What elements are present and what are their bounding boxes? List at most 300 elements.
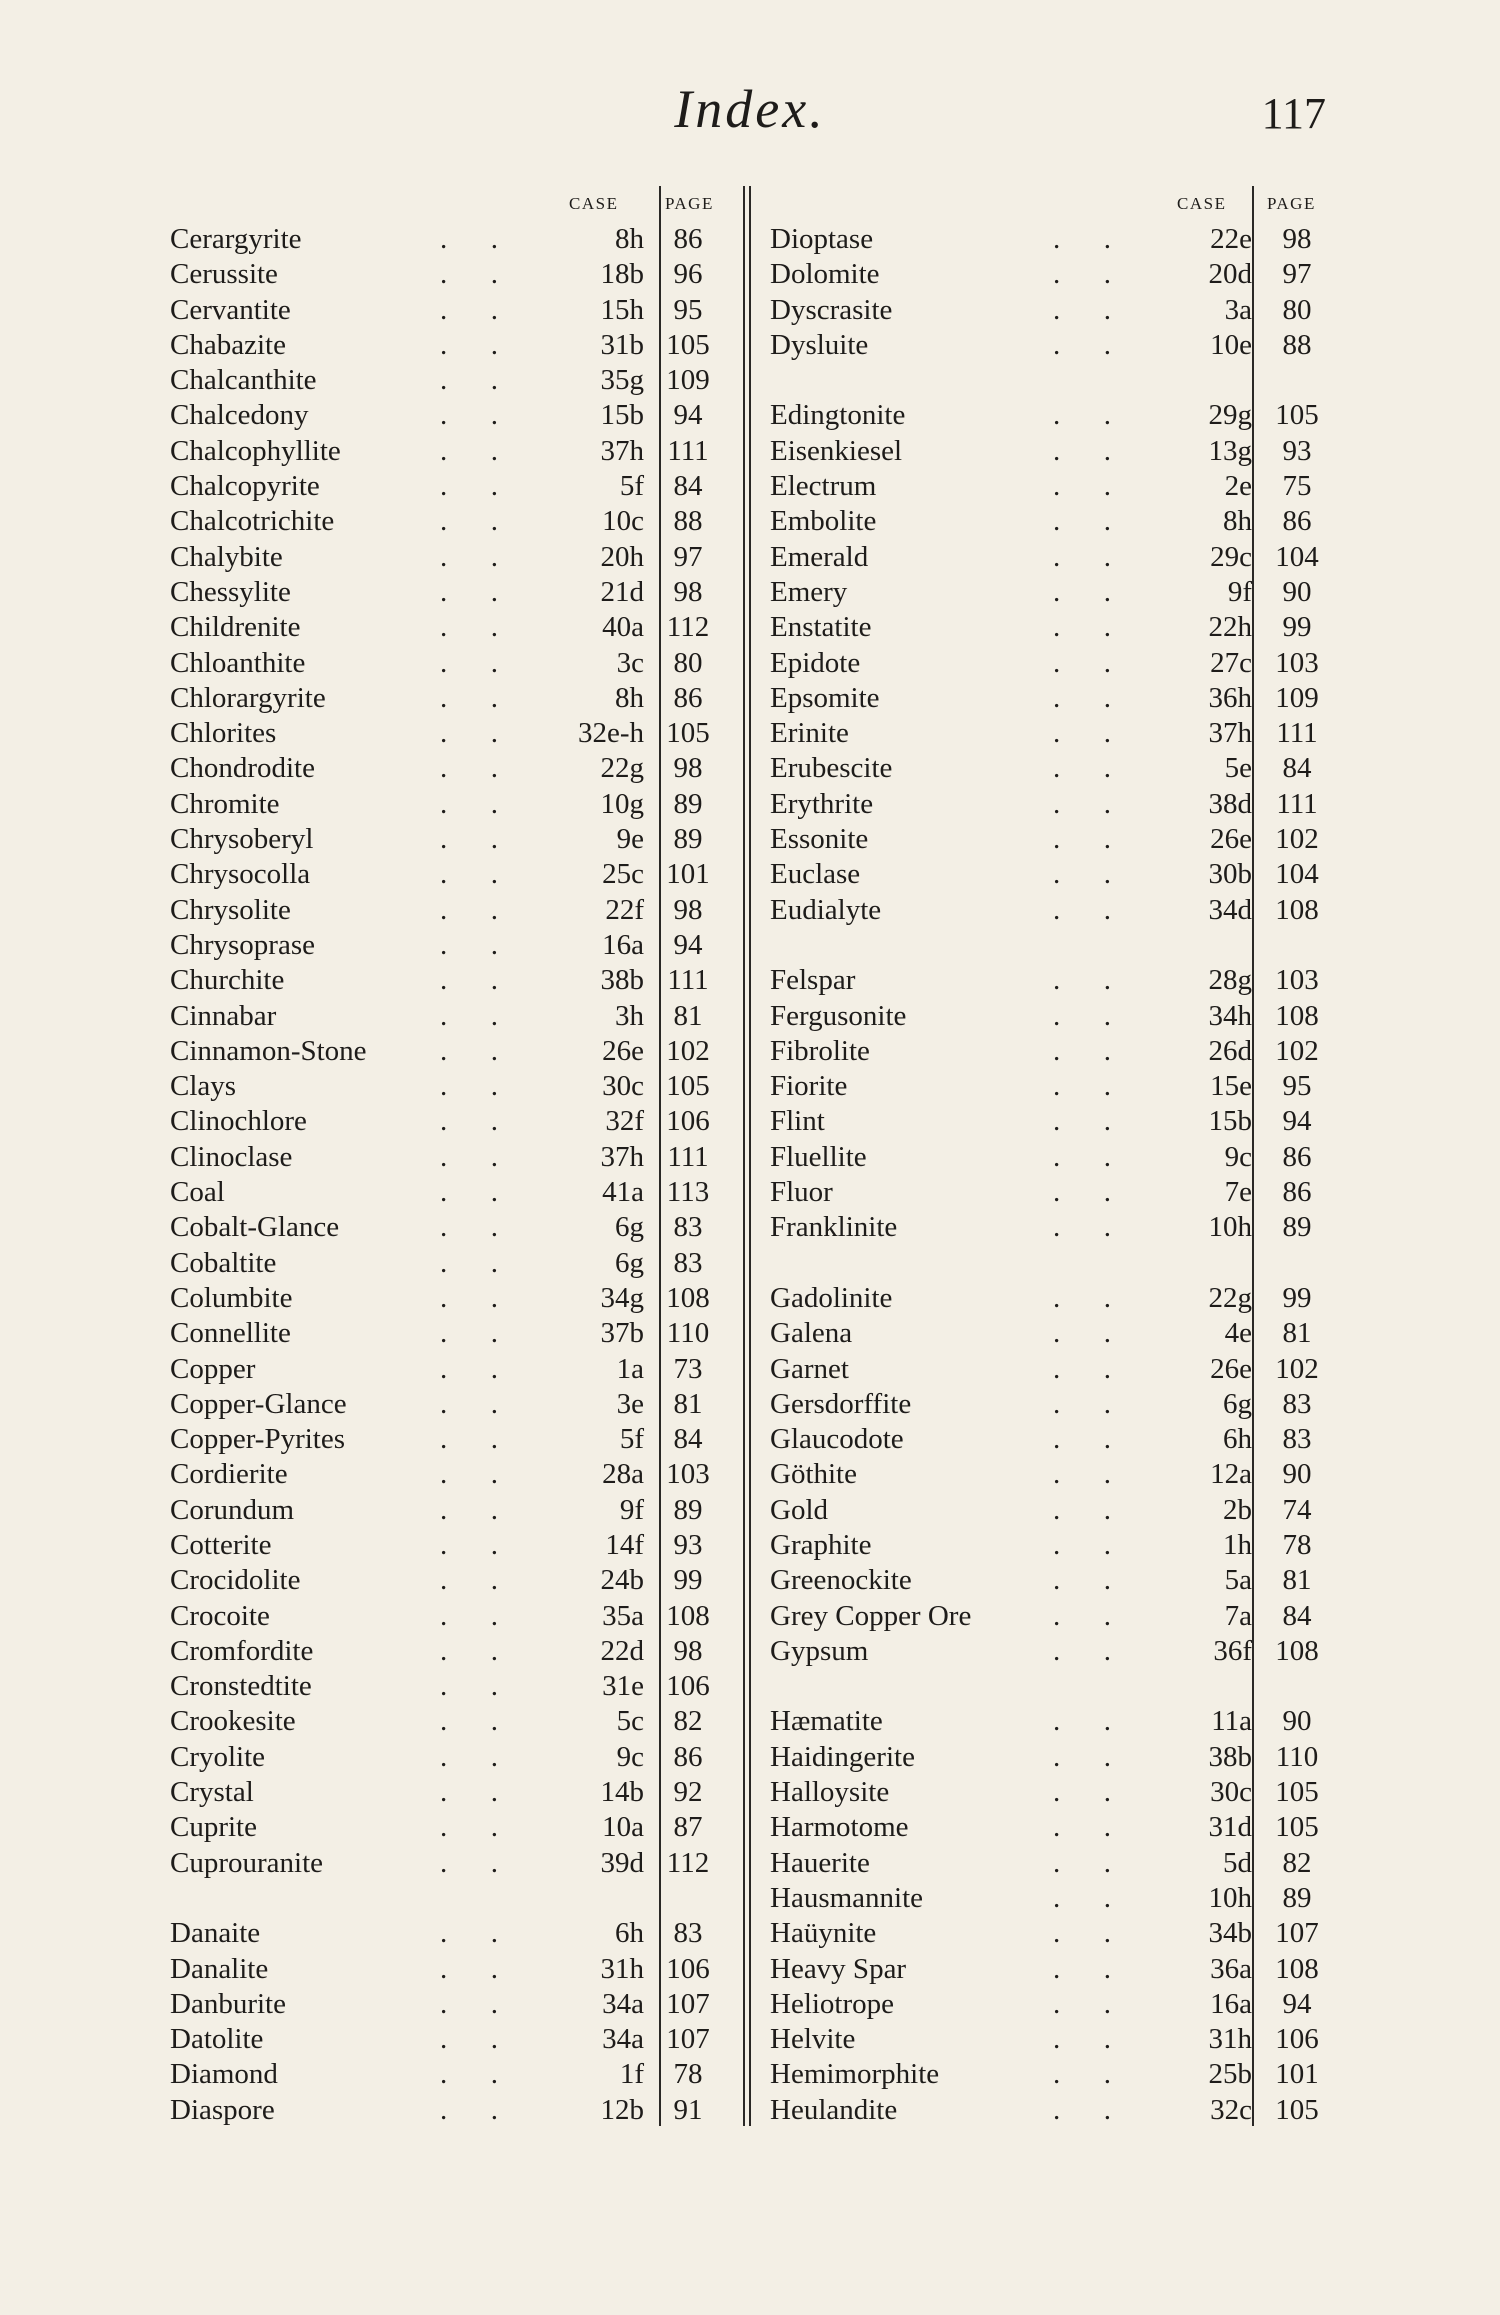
entry-page: 74 [1282, 1493, 1312, 1526]
entry-name: Hemimorphite [770, 2058, 940, 2091]
leader-dots: . . [1053, 399, 1111, 432]
leader-dots: . . [1053, 470, 1111, 503]
entry-page: 93 [673, 1528, 703, 1561]
entry-page: 94 [673, 399, 703, 432]
leader-dots: . . [1053, 1423, 1111, 1456]
leader-dots: . . [440, 999, 498, 1032]
entry-case: 6g [615, 1246, 644, 1279]
entry-page: 81 [673, 999, 703, 1032]
entry-case: 3e [616, 1387, 644, 1420]
entry-page: 103 [1275, 964, 1319, 997]
entry-page: 98 [673, 752, 703, 785]
leader-dots: . . [1053, 964, 1111, 997]
entry-case: 35g [600, 364, 644, 397]
entry-case: 6g [1223, 1387, 1252, 1420]
entry-case: 7a [1224, 1599, 1252, 1632]
entry-page: 94 [673, 928, 703, 961]
entry-page: 78 [1282, 1528, 1312, 1561]
entry-name: Chlorites [170, 717, 277, 750]
leader-dots: . . [440, 1564, 498, 1597]
entry-name: Fluor [770, 1176, 833, 1209]
column-rule [743, 186, 745, 2126]
entry-name: Euclase [770, 858, 861, 891]
entry-name: Chrysocolla [170, 858, 311, 891]
leader-dots: . . [1053, 1776, 1111, 1809]
entry-page: 84 [673, 1423, 703, 1456]
entry-name: Fibrolite [770, 1034, 870, 1067]
entry-name: Helvite [770, 2023, 856, 2056]
entry-page: 95 [673, 293, 703, 326]
entry-case: 3a [1224, 293, 1252, 326]
entry-name: Fluellite [770, 1140, 867, 1173]
leader-dots: . . [440, 293, 498, 326]
leader-dots: . . [440, 434, 498, 467]
entry-page: 86 [1282, 1140, 1312, 1173]
leader-dots: . . [1053, 1564, 1111, 1597]
entry-case: 20h [600, 540, 644, 573]
leader-dots: . . [440, 223, 498, 255]
page-number: 117 [1261, 89, 1326, 138]
entry-name: Childrenite [170, 611, 301, 644]
entry-page: 109 [1275, 681, 1319, 714]
entry-page: 106 [666, 1670, 710, 1703]
entry-case: 38b [1208, 1740, 1252, 1773]
leader-dots: . . [1053, 1352, 1111, 1385]
leader-dots: . . [1053, 1105, 1111, 1138]
entry-case: 34a [602, 2023, 644, 2056]
entry-name: Columbite [170, 1281, 293, 1314]
entry-case: 5f [619, 470, 644, 503]
leader-dots: . . [1053, 1140, 1111, 1173]
entry-case: 7e [1224, 1176, 1252, 1209]
leader-dots: . . [440, 787, 498, 820]
entry-page: 111 [1276, 787, 1318, 820]
entry-page: 86 [1282, 1176, 1312, 1209]
entry-case: 34d [1208, 893, 1252, 926]
entry-page: 94 [1282, 1987, 1312, 2020]
entry-page: 108 [1275, 893, 1319, 926]
entry-name: Halloysite [770, 1776, 890, 1809]
leader-dots: . . [440, 1105, 498, 1138]
entry-name: Gypsum [770, 1634, 869, 1667]
entry-case: 16a [1210, 1987, 1252, 2020]
entry-page: 90 [1282, 1458, 1312, 1491]
entry-name: Graphite [770, 1528, 872, 1561]
leader-dots: . . [440, 1670, 498, 1703]
entry-case: 37h [600, 1140, 644, 1173]
entry-page: 104 [1275, 540, 1319, 573]
entry-case: 4e [1224, 1317, 1252, 1350]
entry-name: Embolite [770, 505, 877, 538]
leader-dots: . . [440, 823, 498, 856]
entry-case: 9f [619, 1493, 644, 1526]
leader-dots: . . [1053, 1458, 1111, 1491]
entry-name: Heavy Spar [770, 1952, 907, 1985]
leader-dots: . . [440, 470, 498, 503]
entry-page: 112 [666, 1846, 710, 1879]
entry-page: 108 [1275, 1952, 1319, 1985]
entry-case: 22h [1208, 611, 1252, 644]
entry-case: 6h [1223, 1423, 1252, 1456]
leader-dots: . . [440, 1846, 498, 1879]
leader-dots: . . [440, 2093, 498, 2126]
entry-name: Epidote [770, 646, 861, 679]
entry-name: Chrysoprase [170, 928, 315, 961]
entry-page: 110 [1275, 1740, 1319, 1773]
entry-page: 111 [667, 434, 709, 467]
leader-dots: . . [1053, 893, 1111, 926]
entry-page: 105 [666, 1070, 710, 1103]
entry-case: 14f [605, 1528, 644, 1561]
entry-page: 98 [673, 575, 703, 608]
entry-name: Danalite [170, 1952, 269, 1985]
entry-name: Erubescite [770, 752, 893, 785]
entry-name: Danaite [170, 1917, 261, 1950]
entry-name: Essonite [770, 823, 869, 856]
entry-page: 84 [1282, 1599, 1312, 1632]
entry-case: 25c [602, 858, 644, 891]
entry-name: Cryolite [170, 1740, 266, 1773]
entry-name: Cerussite [170, 258, 278, 291]
entry-name: Göthite [770, 1458, 857, 1491]
entry-case: 1h [1223, 1528, 1252, 1561]
page-header: PAGE [665, 194, 714, 213]
entry-case: 5a [1224, 1564, 1252, 1597]
entry-page: 89 [673, 823, 703, 856]
entry-name: Dyscrasite [770, 293, 893, 326]
entry-name: Flint [770, 1105, 825, 1138]
entry-case: 26d [1208, 1034, 1252, 1067]
entry-name: Churchite [170, 964, 285, 997]
leader-dots: . . [1053, 328, 1111, 361]
entry-name: Eisenkiesel [770, 434, 903, 467]
entry-name: Chlorargyrite [170, 681, 326, 714]
leader-dots: . . [1053, 434, 1111, 467]
entry-case: 15b [600, 399, 644, 432]
entry-page: 83 [673, 1246, 703, 1279]
entry-case: 24b [600, 1564, 644, 1597]
entry-page: 108 [666, 1281, 710, 1314]
column-divider [749, 186, 751, 2126]
leader-dots: . . [440, 1952, 498, 1985]
entry-name: Gadolinite [770, 1281, 893, 1314]
entry-name: Cordierite [170, 1458, 288, 1491]
leader-dots: . . [1053, 575, 1111, 608]
case-header: CASE [1177, 194, 1227, 213]
entry-name: Chondrodite [170, 752, 315, 785]
entry-name: Fiorite [770, 1070, 848, 1103]
entry-case: 39d [600, 1846, 644, 1879]
entry-case: 10c [602, 505, 644, 538]
entry-case: 37h [600, 434, 644, 467]
entry-case: 31e [602, 1670, 644, 1703]
leader-dots: . . [440, 858, 498, 891]
entry-page: 102 [1275, 823, 1319, 856]
entry-name: Corundum [170, 1493, 295, 1526]
entry-case: 32e-h [577, 717, 644, 750]
entry-name: Cobalt-Glance [170, 1211, 340, 1244]
entry-page: 98 [1282, 223, 1312, 255]
entry-name: Haüynite [770, 1917, 877, 1950]
leader-dots: . . [1053, 787, 1111, 820]
entry-page: 111 [667, 964, 709, 997]
entry-case: 2b [1223, 1493, 1252, 1526]
entry-case: 30c [1210, 1776, 1252, 1809]
entry-name: Epsomite [770, 681, 880, 714]
entry-page: 89 [1282, 1881, 1312, 1914]
leader-dots: . . [440, 717, 498, 750]
leader-dots: . . [1053, 1740, 1111, 1773]
entry-page: 99 [1282, 1281, 1312, 1314]
entry-case: 9e [616, 823, 644, 856]
entry-name: Franklinite [770, 1211, 898, 1244]
entry-page: 101 [666, 858, 710, 891]
leader-dots: . . [1053, 293, 1111, 326]
entry-page: 78 [673, 2058, 703, 2091]
entry-page: 102 [1275, 1034, 1319, 1067]
entry-page: 87 [673, 1811, 703, 1844]
entry-page: 89 [673, 1493, 703, 1526]
leader-dots: . . [1053, 1034, 1111, 1067]
entry-name: Chrysoberyl [170, 823, 314, 856]
entry-name: Enstatite [770, 611, 872, 644]
entry-page: 91 [673, 2093, 703, 2126]
entry-name: Hauerite [770, 1846, 870, 1879]
entry-name: Emerald [770, 540, 869, 573]
entry-page: 84 [673, 470, 703, 503]
entry-name: Cervantite [170, 293, 291, 326]
entry-page: 97 [673, 540, 703, 573]
entry-name: Fergusonite [770, 999, 907, 1032]
entry-name: Chessylite [170, 575, 291, 608]
entry-page: 103 [666, 1458, 710, 1491]
leader-dots: . . [1053, 858, 1111, 891]
entry-page: 97 [1282, 258, 1312, 291]
entry-case: 14b [600, 1776, 644, 1809]
entry-case: 9f [1227, 575, 1252, 608]
entry-case: 31h [1208, 2023, 1252, 2056]
entry-name: Chalybite [170, 540, 283, 573]
entry-page: 95 [1282, 1070, 1312, 1103]
entry-case: 10h [1208, 1881, 1252, 1914]
entry-case: 18b [600, 258, 644, 291]
leader-dots: . . [440, 893, 498, 926]
leader-dots: . . [440, 1211, 498, 1244]
entry-page: 101 [1275, 2058, 1319, 2091]
leader-dots: . . [440, 1776, 498, 1809]
entry-page: 73 [673, 1352, 703, 1385]
leader-dots: . . [440, 1281, 498, 1314]
entry-page: 102 [1275, 1352, 1319, 1385]
leader-dots: . . [1053, 258, 1111, 291]
entry-name: Emery [770, 575, 848, 608]
entry-page: 94 [1282, 1105, 1312, 1138]
leader-dots: . . [1053, 1599, 1111, 1632]
leader-dots: . . [440, 1740, 498, 1773]
leader-dots: . . [1053, 1493, 1111, 1526]
entry-name: Chromite [170, 787, 280, 820]
entry-name: Chalcopyrite [170, 470, 320, 503]
entry-case: 5d [1223, 1846, 1252, 1879]
entry-page: 81 [673, 1387, 703, 1420]
entry-case: 26e [1210, 1352, 1252, 1385]
entry-page: 83 [673, 1211, 703, 1244]
leader-dots: . . [440, 611, 498, 644]
entry-case: 25b [1208, 2058, 1252, 2091]
entry-page: 108 [1275, 999, 1319, 1032]
entry-case: 31d [1208, 1811, 1252, 1844]
entry-name: Cromfordite [170, 1634, 314, 1667]
leader-dots: . . [1053, 646, 1111, 679]
leader-dots: . . [440, 1634, 498, 1667]
entry-case: 16a [602, 928, 644, 961]
entry-case: 6h [615, 1917, 644, 1950]
entry-page: 106 [666, 1952, 710, 1985]
entry-page: 86 [1282, 505, 1312, 538]
leader-dots: . . [1053, 540, 1111, 573]
entry-name: Glaucodote [770, 1423, 904, 1456]
leader-dots: . . [440, 964, 498, 997]
entry-page: 98 [673, 1634, 703, 1667]
entry-name: Grey Copper Ore [770, 1599, 972, 1632]
leader-dots: . . [1053, 1705, 1111, 1738]
entry-case: 37b [600, 1317, 644, 1350]
entry-case: 8h [1223, 505, 1252, 538]
leader-dots: . . [440, 399, 498, 432]
entry-page: 105 [1275, 1776, 1319, 1809]
leader-dots: . . [1053, 823, 1111, 856]
entry-page: 104 [1275, 858, 1319, 891]
entry-page: 105 [1275, 1811, 1319, 1844]
entry-case: 29c [1210, 540, 1252, 573]
entry-name: Chalcanthite [170, 364, 317, 397]
entry-page: 82 [673, 1705, 703, 1738]
entry-case: 6g [615, 1211, 644, 1244]
leader-dots: . . [440, 1387, 498, 1420]
entry-name: Chrysolite [170, 893, 291, 926]
entry-case: 36f [1213, 1634, 1252, 1667]
entry-page: 88 [673, 505, 703, 538]
entry-page: 112 [666, 611, 710, 644]
entry-page: 83 [1282, 1423, 1312, 1456]
entry-case: 22f [605, 893, 644, 926]
leader-dots: . . [440, 1140, 498, 1173]
entry-case: 12b [600, 2093, 644, 2126]
entry-name: Copper-Glance [170, 1387, 347, 1420]
entry-page: 86 [673, 1740, 703, 1773]
entry-page: 111 [1276, 717, 1318, 750]
entry-page: 107 [666, 1987, 710, 2020]
leader-dots: . . [1053, 1846, 1111, 1879]
leader-dots: . . [440, 681, 498, 714]
entry-name: Chalcophyllite [170, 434, 341, 467]
entry-case: 2e [1224, 470, 1252, 503]
entry-case: 32f [605, 1105, 644, 1138]
entry-page: 86 [673, 681, 703, 714]
entry-name: Edingtonite [770, 399, 906, 432]
entry-name: Gold [770, 1493, 828, 1526]
leader-dots: . . [440, 328, 498, 361]
entry-page: 113 [666, 1176, 710, 1209]
entry-page: 96 [673, 258, 703, 291]
entry-name: Gersdorffite [770, 1387, 912, 1420]
entry-name: Clinoclase [170, 1140, 293, 1173]
entry-name: Crocoite [170, 1599, 270, 1632]
entry-name: Cuprite [170, 1811, 257, 1844]
leader-dots: . . [1053, 1211, 1111, 1244]
entry-page: 86 [673, 223, 703, 255]
entry-name: Dioptase [770, 223, 874, 255]
entry-page: 98 [673, 893, 703, 926]
entry-page: 82 [1282, 1846, 1312, 1879]
entry-name: Copper-Pyrites [170, 1423, 346, 1456]
entry-case: 30b [1208, 858, 1252, 891]
leader-dots: . . [440, 1528, 498, 1561]
entry-page: 106 [1275, 2023, 1319, 2056]
entry-name: Datolite [170, 2023, 264, 2056]
entry-case: 35a [602, 1599, 644, 1632]
entry-page: 105 [666, 717, 710, 750]
leader-dots: . . [1053, 2058, 1111, 2091]
entry-case: 10g [600, 787, 644, 820]
entry-case: 28a [602, 1458, 644, 1491]
entry-page: 105 [1275, 399, 1319, 432]
leader-dots: . . [440, 505, 498, 538]
leader-dots: . . [440, 1352, 498, 1385]
leader-dots: . . [440, 575, 498, 608]
entry-page: 75 [1282, 470, 1312, 503]
entry-name: Hæmatite [770, 1705, 883, 1738]
entry-name: Eudialyte [770, 893, 882, 926]
entry-case: 21d [600, 575, 644, 608]
entry-page: 80 [1282, 293, 1312, 326]
entry-case: 10a [602, 1811, 644, 1844]
entry-case: 12a [1210, 1458, 1252, 1491]
entry-name: Erinite [770, 717, 849, 750]
leader-dots: . . [1053, 717, 1111, 750]
leader-dots: . . [1053, 1987, 1111, 2020]
entry-name: Cuprouranite [170, 1846, 324, 1879]
entry-name: Felspar [770, 964, 856, 997]
entry-name: Danburite [170, 1987, 286, 2020]
entry-page: 99 [673, 1564, 703, 1597]
leader-dots: . . [440, 540, 498, 573]
entry-case: 34g [600, 1281, 644, 1314]
leader-dots: . . [440, 1034, 498, 1067]
entry-name: Connellite [170, 1317, 291, 1350]
entry-name: Clinochlore [170, 1105, 307, 1138]
entry-page: 106 [666, 1105, 710, 1138]
entry-case: 31h [600, 1952, 644, 1985]
leader-dots: . . [440, 1317, 498, 1350]
entry-case: 34a [602, 1987, 644, 2020]
entry-page: 108 [666, 1599, 710, 1632]
entry-case: 11a [1211, 1705, 1252, 1738]
leader-dots: . . [1053, 2093, 1111, 2126]
entry-case: 22d [600, 1634, 644, 1667]
entry-name: Chabazite [170, 328, 286, 361]
entry-case: 37h [1208, 717, 1252, 750]
entry-case: 3h [615, 999, 644, 1032]
leader-dots: . . [1053, 1634, 1111, 1667]
entry-name: Cobaltite [170, 1246, 277, 1279]
leader-dots: . . [1053, 1811, 1111, 1844]
leader-dots: . . [440, 1599, 498, 1632]
entry-name: Copper [170, 1352, 256, 1385]
entry-case: 10h [1208, 1211, 1252, 1244]
leader-dots: . . [440, 1070, 498, 1103]
entry-name: Dysluite [770, 328, 869, 361]
